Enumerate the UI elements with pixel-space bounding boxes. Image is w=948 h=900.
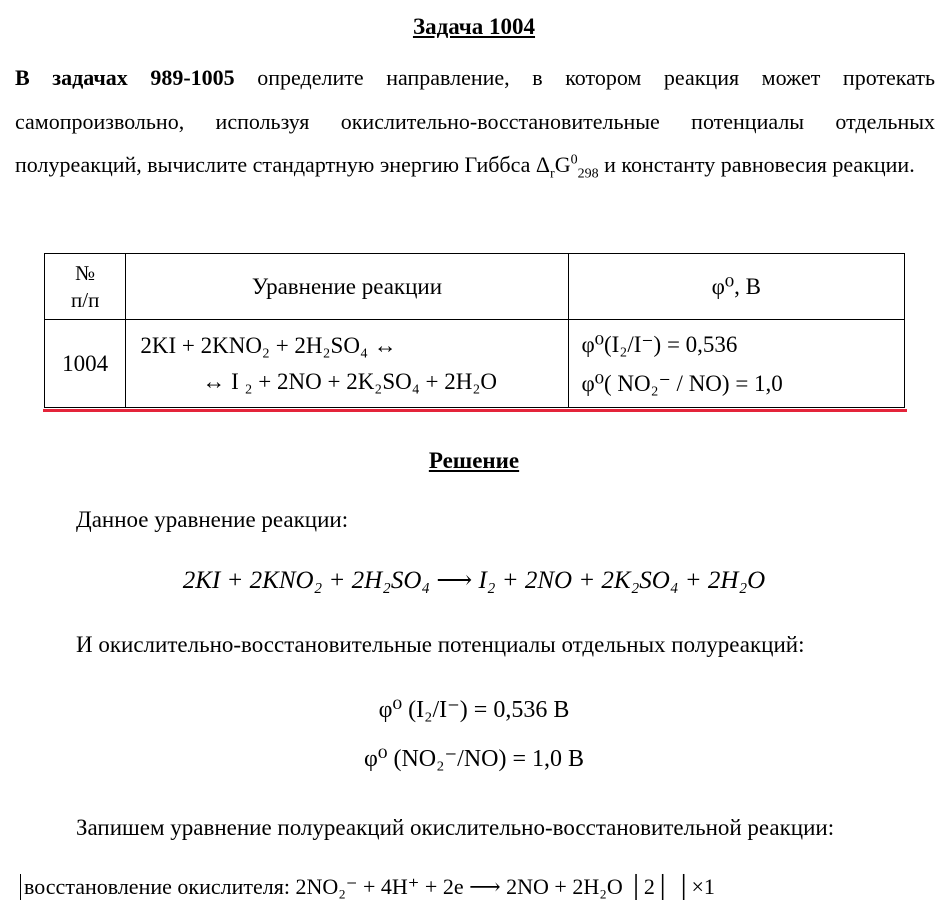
row-equation: 2KI + 2KNO₂ + 2H₂SO₄ ↔ ↔ I ₂ + 2NO + 2K₂SO₄ + 2H₂O <box>126 320 568 408</box>
half-reaction-line: восстановление окислителя: 2NO₂⁻ + 4H⁺ + 2e ⟶ 2NO + 2H₂O │2│ │×1 <box>20 874 715 900</box>
given-equation-label: Данное уравнение реакции: <box>76 507 349 532</box>
potential-iodine: φ⁰ (I₂/I⁻) = 0,536 В <box>378 697 570 723</box>
row-potentials: φ⁰(I₂/I⁻) = 0,536 φ⁰( NO₂⁻ / NO) = 1,0 <box>568 320 904 408</box>
potential-nitrite: φ⁰ (NO₂⁻/NO) = 1,0 В <box>363 746 585 772</box>
potentials-label: И окислительно-восстановительные потенциалы отдельных полуреакций: <box>76 632 805 657</box>
task-table <box>44 253 905 408</box>
half-reactions-label: Запишем уравнение полуреакций окислительно-восстановительной реакции: <box>76 815 835 840</box>
page-title: Задача 1004 <box>412 14 536 39</box>
header-equation: Уравнение реакции <box>126 254 568 320</box>
table-row <box>45 320 905 408</box>
task-range: В задачах 989-1005 <box>15 65 235 90</box>
task-description: В задачах 989-1005 определите направление, в котором реакция может протекать самопроизвольно, используя окислительно-восстановительные потенциалы отдельных полуреакций, вычислите стандартную энергию Гиббса $\Delta_rG^0_{298}$ и константу равновесия реакции. <box>15 65 935 182</box>
table-header-row <box>45 254 905 320</box>
red-underline <box>43 409 907 412</box>
header-number: № п/п <box>45 254 126 320</box>
solution-title: Решение <box>428 448 520 473</box>
row-number: 1004 <box>45 320 126 408</box>
header-potential: φ⁰, В <box>568 254 904 320</box>
reaction-formula: 2KI + 2KNO₂ + 2H₂SO₄ ⟶ I₂ + 2NO + 2K₂SO₄ + 2H₂O <box>182 567 766 594</box>
